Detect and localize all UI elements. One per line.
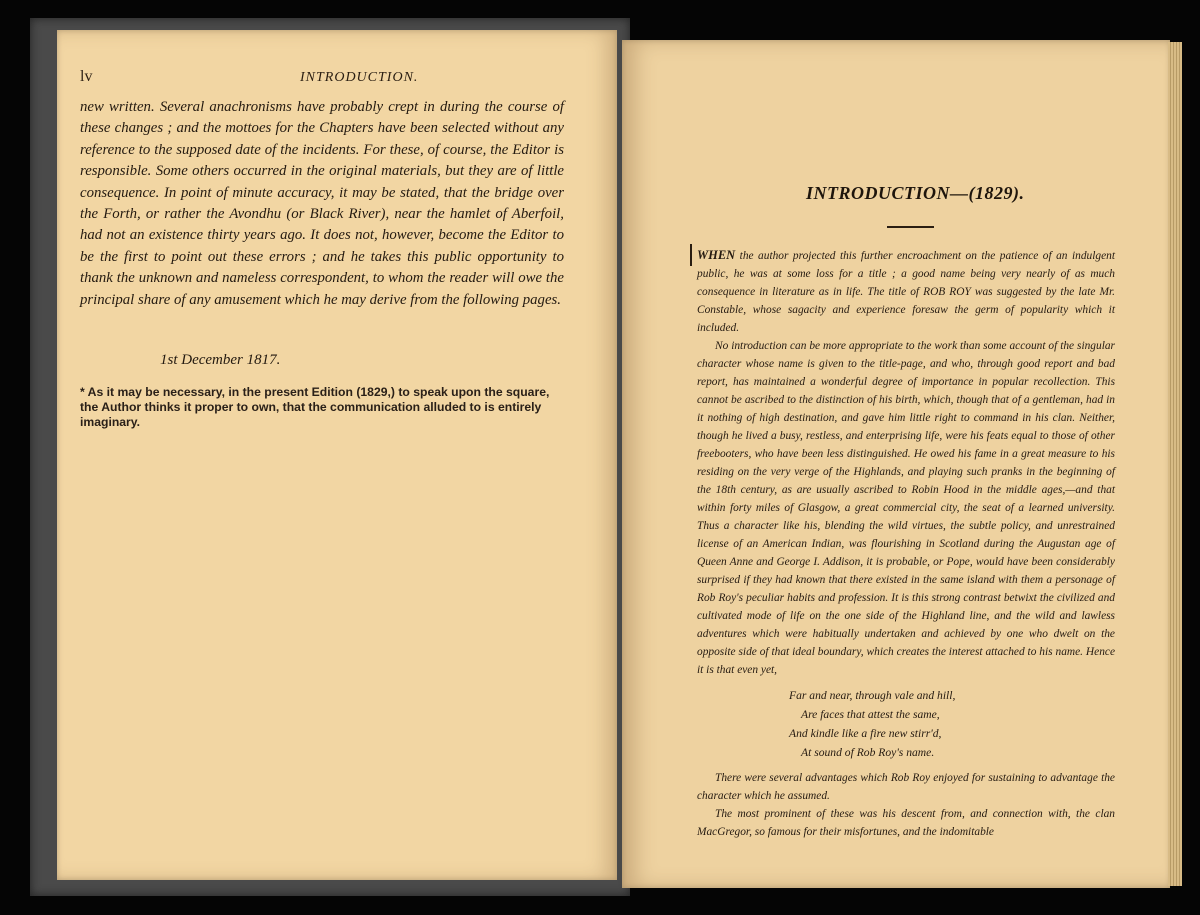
right-body-text	[697, 246, 1115, 841]
footnote: * As it may be necessary, in the present Edition (1829,) to speak upon the square, the Author thinks it proper to own, that the communication alluded to is entirely imaginary.	[80, 385, 550, 429]
margin-mark	[690, 244, 692, 266]
paragraph-2: No introduction can be more appropriate to the work than some account of the singular character whose name is given to the title-page, and who, through good report and bad report, has maintained a wonderful degree of importance in popular recollection. This cannot be ascribed to the distinction of his birth, which, though that of a gentleman, had in it nothing of high destination, and gave him little right to command in his clan. Neither, though he lived a busy, restless, and enterprising life, were his feats equal to those of other freebooters, who have been less distinguished. He owed his fame in a great measure to his residing on the very verge of the Highlands, and playing such pranks in the beginning of the 18th century, as are usually ascribed to Robin Hood in the middle ages,—and that within forty miles of Glasgow, a great commercial city, the seat of a learned university. Thus a character like his, blending the wild virtues, the subtle policy, and unrestrained license of an American Indian, was flourishing in Scotland during the Augustan age of Queen Anne and George I. Addison, it is probable, or Pope, would have been considerably surprised if they had known that there existed in the same island with them a personage of Rob Roy's peculiar habits and profession. It is this strong contrast betwixt the civilized and cultivated mode of life on the one side of the Highland line, and the wild and lawless adventures which were habitually undertaken and achieved by one who dwelt on the opposite side of that ideal boundary, which creates the interest attached to his name. Hence it is that even yet,	[697, 340, 1115, 676]
paragraph-1	[697, 246, 1115, 337]
left-body-text	[80, 97, 564, 311]
date-line: 1st December 1817.	[160, 352, 281, 368]
page-number: lv	[80, 68, 93, 85]
chapter-title: INTRODUCTION—(1829).	[806, 183, 1025, 203]
poem-line: At sound of Rob Roy's name.	[801, 746, 935, 759]
poem	[789, 686, 1115, 762]
paragraph-4: The most prominent of these was his descent from, and connection with, the clan MacGregor, so famous for their misfortunes, and the indomitable	[697, 808, 1115, 838]
paragraph-3: There were several advantages which Rob Roy enjoyed for sustaining to advantage the character which he assumed.	[697, 772, 1115, 802]
poem-line: And kindle like a fire new stirr'd,	[789, 727, 942, 740]
paragraph-1-text: the author projected this further encroachment on the patience of an indulgent public, he was at some loss for a title ; a good name being very nearly of as much consequence in literature as in life. The title of ROB ROY was suggested by the late Mr. Constable, whose sagacity and experience foresaw the germ of popularity which it included.	[697, 250, 1115, 334]
paragraph-1-lead: WHEN	[697, 248, 736, 262]
left-paragraph: new written. Several anachronisms have probably crept in during the course of these changes ; and the mottoes for the Chapters have been selected without any reference to the supposed date of the incidents. For these, of course, the Editor is responsible. Some others occurred in the original materials, but they are of little consequence. In point of minute accuracy, it may be stated, that the bridge over the Forth, or rather the Avondhu (or Black River), near the hamlet of Aberfoil, had not an existence thirty years ago. It does not, however, become the Editor to be the first to point out these errors ; and he takes this public opportunity to thank the unknown and nameless correspondent, to whom the reader will owe the principal share of any amusement which he may derive from the following pages.	[80, 99, 564, 308]
poem-line: Are faces that attest the same,	[801, 708, 940, 721]
poem-line: Far and near, through vale and hill,	[789, 689, 956, 702]
running-head: INTRODUCTION.	[300, 70, 419, 85]
page-edges	[1168, 42, 1182, 886]
title-rule	[887, 226, 934, 228]
